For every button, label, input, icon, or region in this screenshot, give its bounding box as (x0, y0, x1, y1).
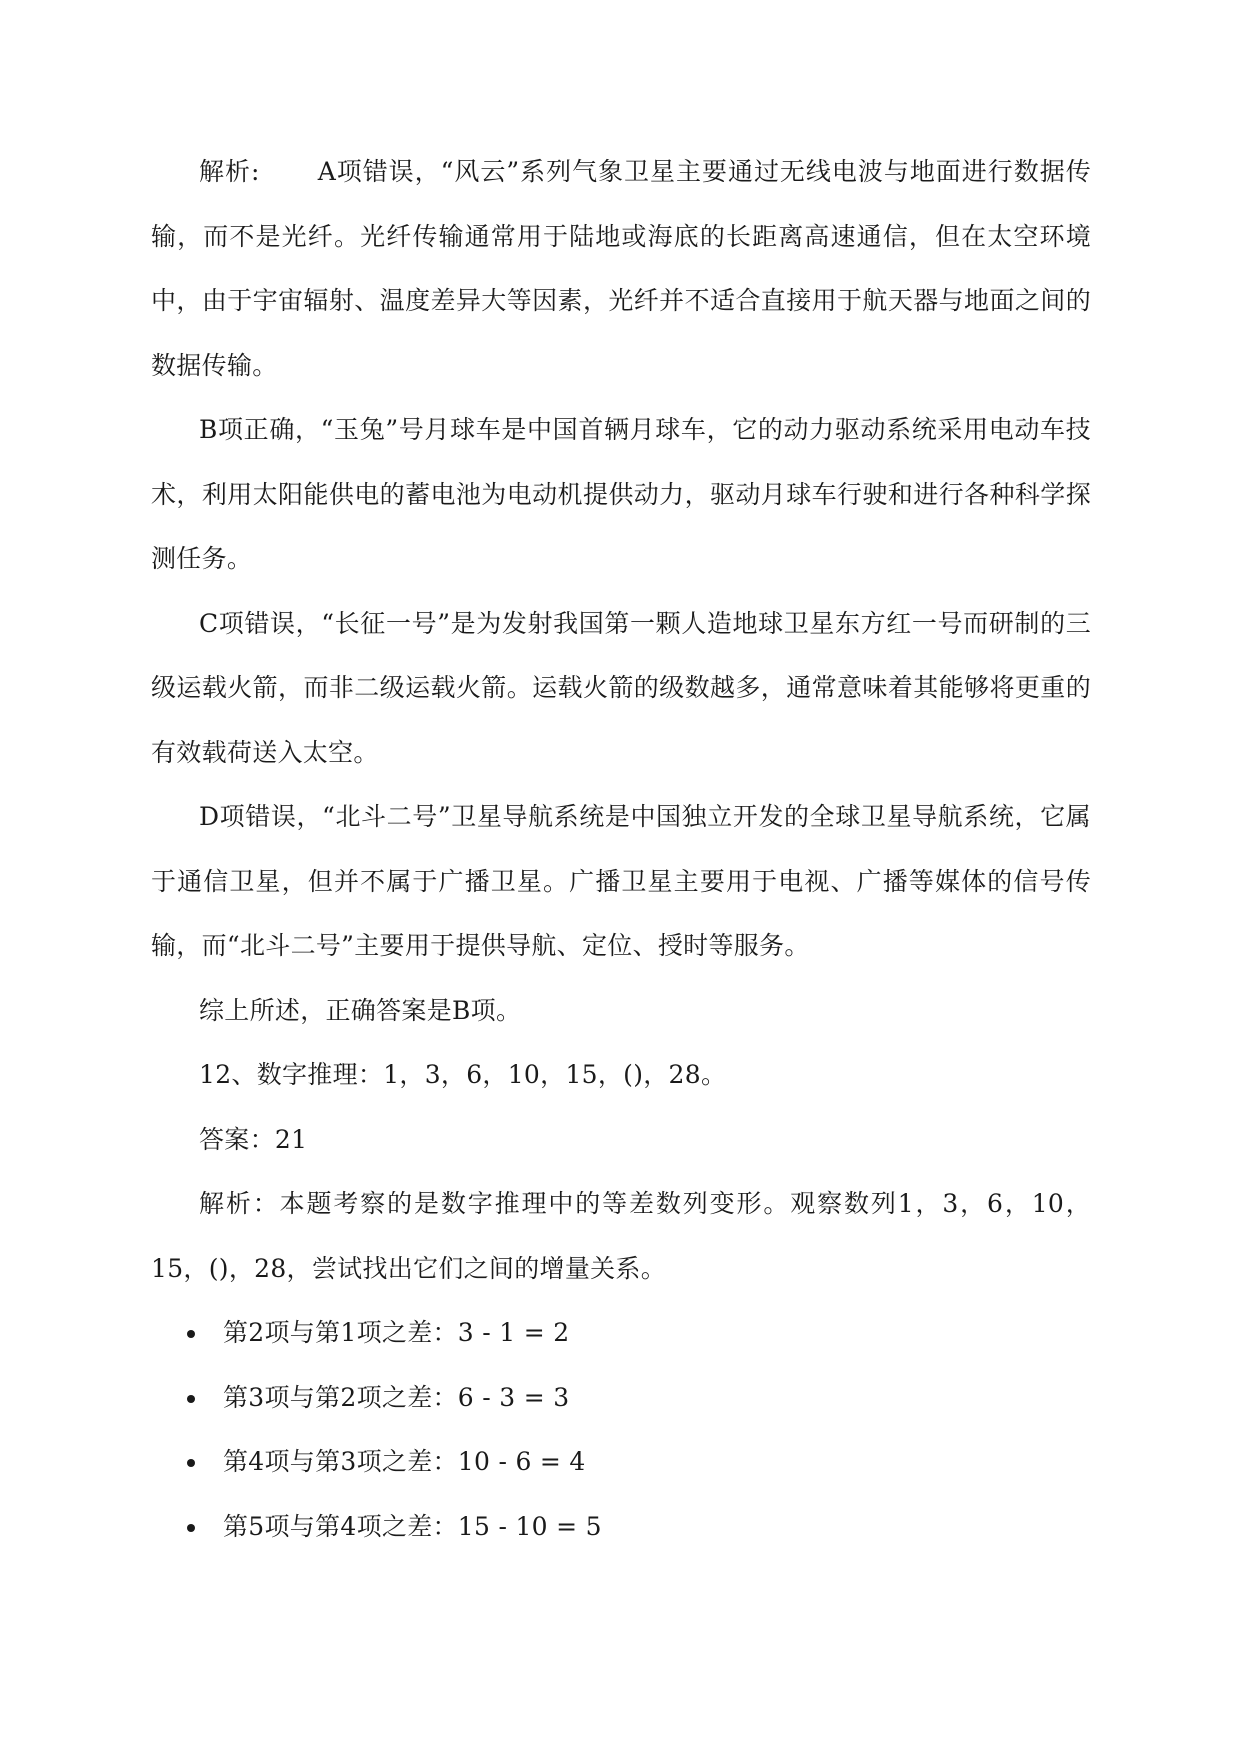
analysis-text: A项错误，“风云”系列气象卫星主要通过无线电波与地面进行数据传输，而不是光纤。光纤传输通常用于陆地或海底的长距离高速通信，但在太空环境中，由于宇宙辐射、温度差异大等因素，光纤并不适合直接用于航天器与地面之间的数据传输。 (151, 157, 1091, 380)
list-item (151, 1495, 1091, 1560)
question-12: 12、数字推理：1，3，6，10，15，()，28。 (199, 1060, 727, 1089)
list-item (151, 1301, 1091, 1366)
list-item-text: 第3项与第2项之差：6 - 3 = 3 (223, 1382, 570, 1412)
analysis-label: 解析: (199, 157, 260, 186)
paragraph-option-b: B项正确，“玉兔”号月球车是中国首辆月球车，它的动力驱动系统采用电动车技术，利用太阳能供电的蓄电池为电动机提供动力，驱动月球车行驶和进行各种科学探测任务。 (151, 415, 1091, 573)
difference-list (151, 1301, 1091, 1559)
bullet-dot-icon (187, 1459, 195, 1467)
bullet-dot-icon (187, 1330, 195, 1338)
question-12-answer: 答案：21 (199, 1124, 308, 1154)
question-12-analysis: 解析：本题考察的是数字推理中的等差数列变形。观察数列1，3，6，10，15，()，28，尝试找出它们之间的增量关系。 (151, 1189, 1091, 1283)
paragraph-conclusion: 综上所述，正确答案是B项。 (199, 995, 522, 1025)
list-item-text: 第4项与第3项之差：10 - 6 = 4 (223, 1447, 586, 1476)
list-item (151, 1430, 1091, 1495)
paragraph-option-c: C项错误，“长征一号”是为发射我国第一颗人造地球卫星东方红一号而研制的三级运载火箭，而非二级运载火箭。运载火箭的级数越多，通常意味着其能够将更重的有效载荷送入太空。 (151, 608, 1091, 767)
analysis-paragraph (151, 140, 1091, 398)
list-item-text: 第5项与第4项之差：15 - 10 = 5 (223, 1511, 602, 1541)
paragraph-option-d: D项错误，“北斗二号”卫星导航系统是中国独立开发的全球卫星导航系统，它属于通信卫星，但并不属于广播卫星。广播卫星主要用于电视、广播等媒体的信号传输，而“北斗二号”主要用于提供导航、定位、授时等服务。 (151, 802, 1091, 960)
list-item-text: 第2项与第1项之差：3 - 1 = 2 (223, 1318, 570, 1347)
list-item (151, 1366, 1091, 1431)
document-body (151, 140, 1091, 1559)
bullet-dot-icon (187, 1524, 195, 1532)
bullet-dot-icon (187, 1395, 195, 1403)
